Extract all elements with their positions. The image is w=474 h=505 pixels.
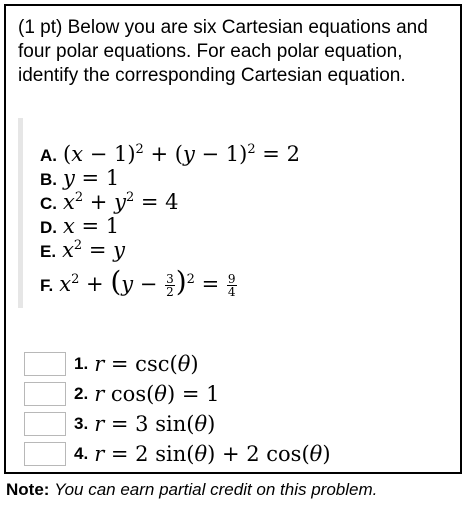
option-f-equation: $x^2 + (y$ − $\frac{3}{2}$ )$^2$ = $\frac{9}{4}$ — [59, 265, 236, 299]
answer-input-2[interactable] — [24, 382, 66, 406]
polar-row-3 — [24, 410, 215, 438]
option-e — [40, 238, 125, 262]
partial-credit-note — [6, 480, 377, 500]
polar-row-2 — [24, 380, 219, 408]
option-label: D. — [40, 218, 57, 237]
polar-equation-3: r = 3 sin(θ) — [94, 412, 216, 436]
option-label: B. — [40, 170, 57, 189]
option-d — [40, 214, 119, 238]
option-label: E. — [40, 242, 57, 261]
answer-input-1[interactable] — [24, 352, 66, 376]
polar-row-4 — [24, 440, 331, 468]
option-b — [40, 166, 119, 190]
option-label: A. — [40, 146, 57, 165]
polar-label: 4. — [74, 444, 89, 463]
polar-row-1 — [24, 350, 199, 378]
option-c — [40, 190, 179, 214]
option-d-equation: x = 1 — [63, 214, 120, 238]
polar-label: 3. — [74, 414, 89, 433]
note-label: Note: — [6, 480, 50, 499]
option-b-equation: y = 1 — [63, 166, 120, 190]
polar-label: 1. — [74, 354, 89, 373]
problem-frame — [4, 4, 462, 474]
problem-intro: (1 pt) Below you are six Cartesian equations and four polar equations. For each polar equation, identify the corresponding Cartesian equation. — [18, 17, 428, 86]
option-a — [40, 142, 300, 166]
polar-equation-1: r = csc(θ) — [94, 352, 199, 376]
option-f — [40, 265, 238, 299]
polar-equation-4: r = 2 sin(θ) + 2 cos(θ) — [94, 442, 331, 466]
answer-input-4[interactable] — [24, 442, 66, 466]
option-label: F. — [40, 276, 54, 295]
note-text: You can earn partial credit on this problem. — [54, 480, 378, 499]
option-a-equation: $(x - 1)^2 + (y - 1)^2 = 2$ — [63, 142, 300, 166]
option-c-equation: $x^2 + y^2 = 4$ — [63, 190, 179, 214]
answer-input-3[interactable] — [24, 412, 66, 436]
option-label: C. — [40, 194, 57, 213]
options-bar — [18, 118, 23, 308]
polar-equation-2: r cos(θ) = 1 — [94, 382, 220, 406]
option-e-equation: $x^2 = y$ — [62, 238, 126, 262]
polar-label: 2. — [74, 384, 89, 403]
